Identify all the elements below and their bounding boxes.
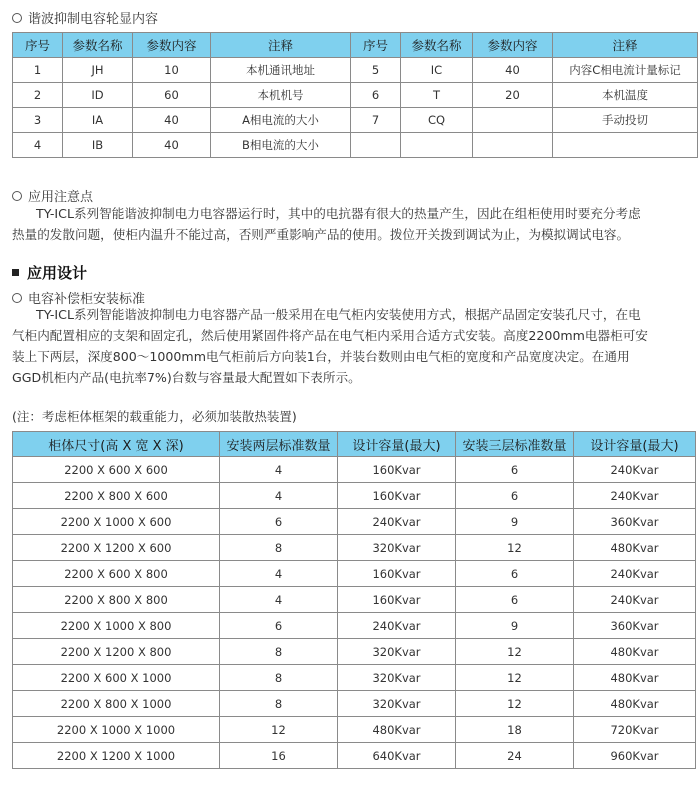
notes-line-2: 热量的发散问题，使柜内温升不能过高，否则严重影响产品的使用。拨位开关拨到调试为止，为模拟调试电容。 (12, 227, 630, 242)
design-line-4: GGD机柜内产品(电抗率7%)台数与容量最大配置如下表所示。 (12, 370, 361, 385)
table-cell: 20 (473, 83, 553, 108)
table-cell: 240Kvar (574, 561, 696, 587)
table-cell: 12 (456, 691, 574, 717)
table-cell: IA (63, 108, 133, 133)
design-line-1: TY-ICL系列智能谐波抑制电力电容器产品一般采用在电气柜内安装使用方式，根据产品固定安装孔尺寸，在电 (36, 307, 641, 322)
table-cell (351, 133, 401, 158)
table-cell: JH (63, 58, 133, 83)
table-cell: 2 (13, 83, 63, 108)
table-cell: 640Kvar (338, 743, 456, 769)
table-cell: 8 (220, 665, 338, 691)
table-cell: ID (63, 83, 133, 108)
column-header: 参数内容 (473, 33, 553, 58)
table-cell: 12 (456, 639, 574, 665)
table-cell: 8 (220, 639, 338, 665)
table-cell: 40 (473, 58, 553, 83)
table-cell: CQ (401, 108, 473, 133)
table-cell: 1 (13, 58, 63, 83)
table-row (13, 691, 696, 717)
table-cell: 40 (133, 108, 211, 133)
table-cell: 9 (456, 613, 574, 639)
table-row (13, 535, 696, 561)
table-cell: 320Kvar (338, 639, 456, 665)
table-row (13, 83, 698, 108)
table-cell: 6 (220, 613, 338, 639)
table-cell: 18 (456, 717, 574, 743)
table-cell: 2200 X 600 X 800 (13, 561, 220, 587)
circle-bullet-icon (12, 293, 22, 303)
table-cell: 2200 X 1000 X 1000 (13, 717, 220, 743)
table-row (13, 133, 698, 158)
table-cell: 8 (220, 691, 338, 717)
design-line-2: 气柜内配置相应的支架和固定孔，然后使用紧固件将产品在电气柜内采用合适方式安装。高度2200mm电器柜可安 (12, 328, 648, 343)
table-cell: 480Kvar (574, 665, 696, 691)
table-cell: 本机通讯地址 (211, 58, 351, 83)
table-cell: 2200 X 1000 X 600 (13, 509, 220, 535)
table-cell: 320Kvar (338, 665, 456, 691)
table-row (13, 613, 696, 639)
table-cell: 240Kvar (574, 457, 696, 483)
table-cell: 6 (351, 83, 401, 108)
notes-line-1: TY-ICL系列智能谐波抑制电力电容器运行时，其中的电抗器有很大的热量产生，因此在组柜使用时要充分考虑 (36, 206, 641, 221)
table-cell: 8 (220, 535, 338, 561)
table-cell (473, 133, 553, 158)
table-cell: 360Kvar (574, 613, 696, 639)
table-cell: 9 (456, 509, 574, 535)
design-heading (12, 262, 87, 283)
table-cell: 6 (456, 483, 574, 509)
table-cell: 3 (13, 108, 63, 133)
column-header: 设计容量(最大) (574, 432, 696, 457)
table-cell: 240Kvar (338, 613, 456, 639)
column-header: 设计容量(最大) (338, 432, 456, 457)
table-cell: 160Kvar (338, 483, 456, 509)
table-cell: 2200 X 600 X 1000 (13, 665, 220, 691)
table-cell: 16 (220, 743, 338, 769)
column-header: 注释 (553, 33, 698, 58)
table-header-row (13, 432, 696, 457)
table-cell: 7 (351, 108, 401, 133)
table-cell: 2200 X 600 X 600 (13, 457, 220, 483)
circle-bullet-icon (12, 191, 22, 201)
table-cell: 10 (133, 58, 211, 83)
table-cell: A相电流的大小 (211, 108, 351, 133)
table-cell: 480Kvar (574, 639, 696, 665)
column-header: 参数名称 (401, 33, 473, 58)
column-header: 序号 (351, 33, 401, 58)
table-cell: 2200 X 800 X 600 (13, 483, 220, 509)
column-header: 安装两层标准数量 (220, 432, 338, 457)
table-cell: 240Kvar (574, 587, 696, 613)
table-cell: 本机温度 (553, 83, 698, 108)
table-cell: 40 (133, 133, 211, 158)
table-header-row (13, 33, 698, 58)
square-bullet-icon (12, 269, 19, 276)
table-cell: 2200 X 1200 X 1000 (13, 743, 220, 769)
table-cell: 960Kvar (574, 743, 696, 769)
table-cell: 480Kvar (338, 717, 456, 743)
table-cell: 4 (220, 587, 338, 613)
table-cell: 160Kvar (338, 561, 456, 587)
table-cell: IC (401, 58, 473, 83)
column-header: 序号 (13, 33, 63, 58)
table-cell: 160Kvar (338, 457, 456, 483)
table-cell: 320Kvar (338, 691, 456, 717)
table-row (13, 743, 696, 769)
table-cell: 2200 X 1200 X 600 (13, 535, 220, 561)
display-content-table (12, 32, 698, 158)
column-header: 安装三层标准数量 (456, 432, 574, 457)
table-cell: IB (63, 133, 133, 158)
table-cell: 240Kvar (338, 509, 456, 535)
cabinet-capacity-table (12, 431, 696, 769)
table-cell: 内容C相电流计量标记 (553, 58, 698, 83)
table-cell: B相电流的大小 (211, 133, 351, 158)
column-header: 注释 (211, 33, 351, 58)
table-cell: T (401, 83, 473, 108)
table-cell: 本机机号 (211, 83, 351, 108)
table-cell: 12 (456, 535, 574, 561)
table-cell: 2200 X 800 X 1000 (13, 691, 220, 717)
table-row (13, 639, 696, 665)
table-row (13, 665, 696, 691)
table-cell (401, 133, 473, 158)
section-heading-display (12, 8, 158, 27)
table-cell: 4 (13, 133, 63, 158)
table-cell: 2200 X 800 X 800 (13, 587, 220, 613)
table-cell: 320Kvar (338, 535, 456, 561)
table-cell: 24 (456, 743, 574, 769)
section-title: 电容补偿柜安装标准 (28, 292, 146, 307)
table-cell (473, 108, 553, 133)
section-title: 应用注意点 (28, 190, 94, 205)
table-cell: 2200 X 1000 X 800 (13, 613, 220, 639)
table-cell: 6 (456, 457, 574, 483)
table-cell: 2200 X 1200 X 800 (13, 639, 220, 665)
section-title: 谐波抑制电容轮显内容 (28, 12, 159, 27)
table-row (13, 717, 696, 743)
column-header: 柜体尺寸(高 X 宽 X 深) (13, 432, 220, 457)
table-cell: 60 (133, 83, 211, 108)
design-title: 应用设计 (27, 264, 88, 282)
table-row (13, 483, 696, 509)
table-row (13, 509, 696, 535)
table-cell: 720Kvar (574, 717, 696, 743)
table-cell: 360Kvar (574, 509, 696, 535)
table-cell: 5 (351, 58, 401, 83)
table-cell: 6 (456, 587, 574, 613)
table-cell: 手动投切 (553, 108, 698, 133)
table-cell: 12 (220, 717, 338, 743)
column-header: 参数内容 (133, 33, 211, 58)
column-header: 参数名称 (63, 33, 133, 58)
table-cell (553, 133, 698, 158)
table-cell: 4 (220, 483, 338, 509)
design-line-3: 装上下两层，深度800～1000mm电气柜前后方向装1台，并装台数则由电气柜的宽度和产品宽度决定。在通用 (12, 349, 630, 364)
table-cell: 240Kvar (574, 483, 696, 509)
design-note: (注：考虑柜体框架的载重能力，必须加装散热装置) (12, 409, 297, 424)
table-cell: 160Kvar (338, 587, 456, 613)
table-cell: 480Kvar (574, 691, 696, 717)
table-row (13, 561, 696, 587)
table-row (13, 587, 696, 613)
table-row (13, 108, 698, 133)
table-cell: 4 (220, 561, 338, 587)
table-cell: 6 (220, 509, 338, 535)
circle-bullet-icon (12, 13, 22, 23)
table-row (13, 457, 696, 483)
table-cell: 480Kvar (574, 535, 696, 561)
table-row (13, 58, 698, 83)
table-cell: 6 (456, 561, 574, 587)
table-cell: 4 (220, 457, 338, 483)
table-cell: 12 (456, 665, 574, 691)
